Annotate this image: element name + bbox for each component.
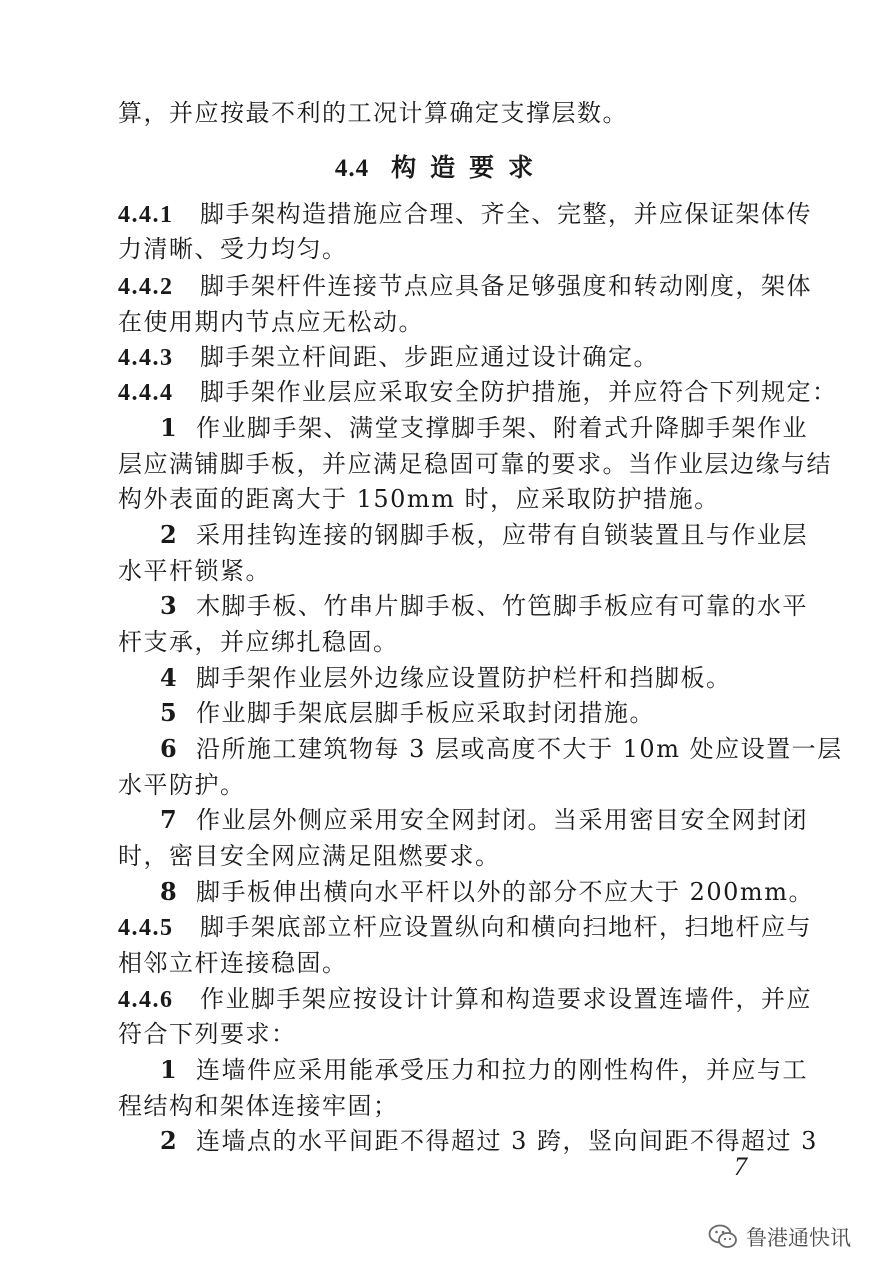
page-number: 7	[734, 1152, 747, 1181]
list-item: 2 采用挂钩连接的钢脚手板，应带有自锁装置且与作业层	[160, 520, 808, 549]
list-item: 3 木脚手板、竹串片脚手板、竹笆脚手板应有可靠的水平	[160, 591, 808, 620]
list-item: 5 作业脚手架底层脚手板应采取封闭措施。	[160, 698, 655, 727]
list-item: 6 沿所施工建筑物每 3 层或高度不大于 10m 处应设置一层	[160, 734, 843, 763]
clause-4-4-1: 4.4.1 脚手架构造措施应合理、齐全、完整，并应保证架体传	[118, 200, 812, 228]
text-line: 相邻立杆连接稳固。	[118, 949, 348, 977]
list-item: 2 连墙点的水平间距不得超过 3 跨，竖向间距不得超过 3	[160, 1126, 818, 1155]
wechat-icon	[708, 1223, 738, 1251]
text-line: 构外表面的距离大于 150mm 时，应采取防护措施。	[118, 485, 720, 513]
text-line: 杆支承，并应绑扎稳固。	[118, 628, 399, 656]
text-line: 层应满铺脚手板，并应满足稳固可靠的要求。当作业层边缘与结	[118, 450, 832, 478]
text-line: 程结构和架体连接牢固；	[118, 1092, 399, 1120]
watermark	[708, 1220, 851, 1254]
list-item: 8 脚手板伸出横向水平杆以外的部分不应大于 200mm。	[160, 877, 814, 906]
list-item: 4 脚手架作业层外边缘应设置防护栏杆和挡脚板。	[160, 663, 732, 692]
clause-4-4-6: 4.4.6 作业脚手架应按设计计算和构造要求设置连墙件，并应	[118, 985, 812, 1013]
text-line: 水平杆锁紧。	[118, 557, 271, 585]
section-heading: 4.4 构造要求	[334, 153, 548, 182]
text-line: 在使用期内节点应无松动。	[118, 308, 424, 336]
text-line: 符合下列要求：	[118, 1020, 297, 1048]
clause-4-4-5: 4.4.5 脚手架底部立杆应设置纵向和横向扫地杆，扫地杆应与	[118, 913, 812, 941]
text-line: 算，并应按最不利的工况计算确定支撑层数。	[118, 99, 628, 127]
clause-4-4-4: 4.4.4 脚手架作业层应采取安全防护措施，并应符合下列规定：	[118, 378, 838, 406]
text-line: 力清晰、受力均匀。	[118, 235, 348, 263]
watermark-text: 鲁港通快讯	[746, 1226, 851, 1250]
list-item: 7 作业层外侧应采用安全网封闭。当采用密目安全网封闭	[160, 805, 808, 834]
clause-4-4-2: 4.4.2 脚手架杆件连接节点应具备足够强度和转动刚度，架体	[118, 272, 812, 300]
list-item: 1 作业脚手架、满堂支撑脚手架、附着式升降脚手架作业	[160, 413, 808, 442]
text-line: 时，密目安全网应满足阻燃要求。	[118, 842, 501, 870]
text-line: 水平防护。	[118, 771, 246, 799]
clause-4-4-3: 4.4.3 脚手架立杆间距、步距应通过设计确定。	[118, 343, 659, 371]
list-item: 1 连墙件应采用能承受压力和拉力的刚性构件，并应与工	[160, 1055, 808, 1084]
